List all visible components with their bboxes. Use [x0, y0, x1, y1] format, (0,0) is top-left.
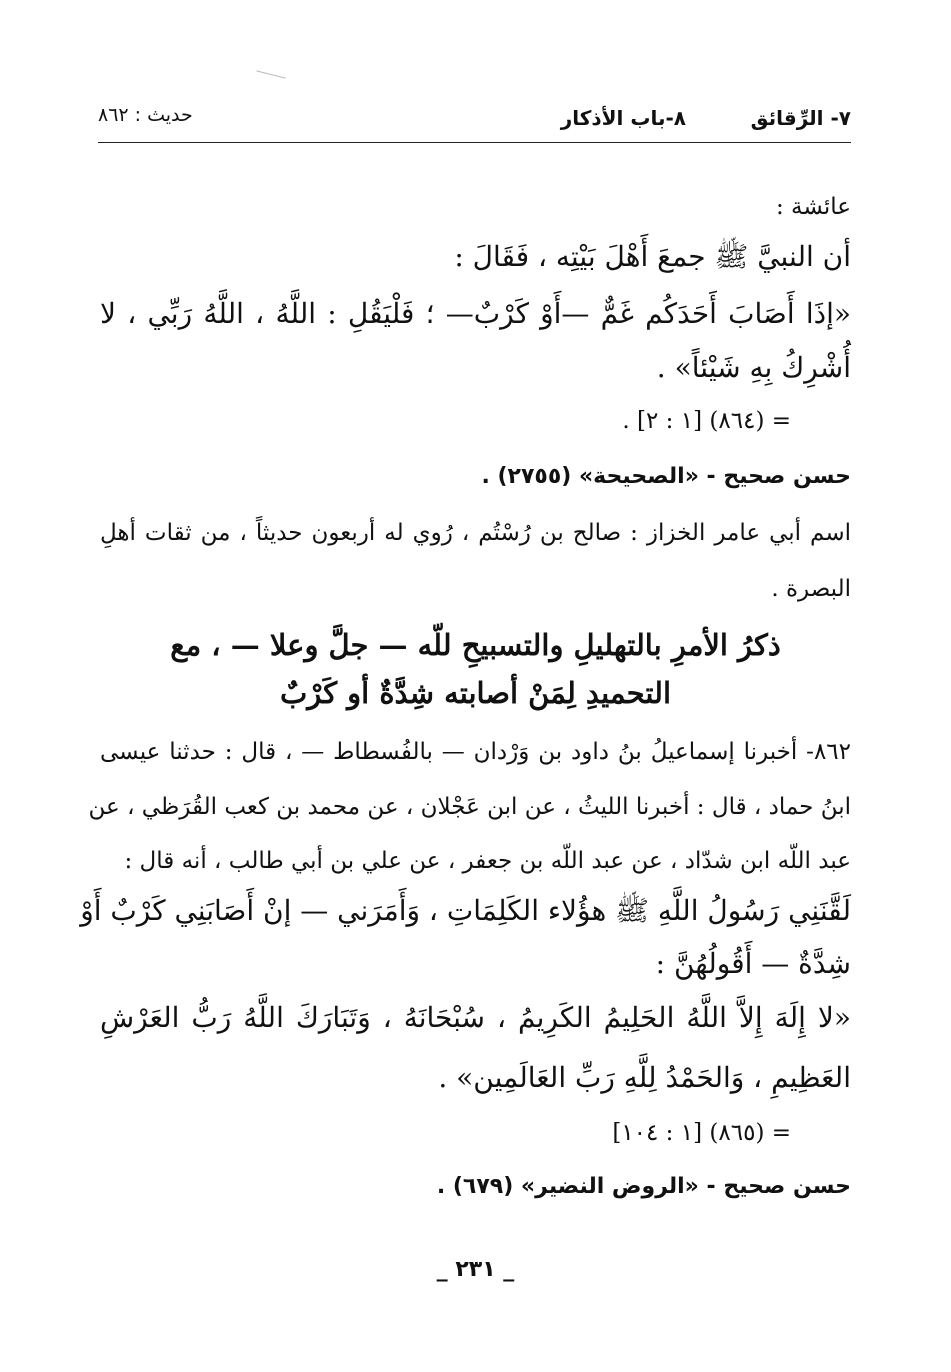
header-rule [98, 142, 851, 143]
text-line: عائشة : [775, 194, 851, 220]
text-line: العَظِيمِ ، وَالحَمْدُ لِلَّهِ رَبِّ العَالَمِين» . [438, 1061, 851, 1094]
section-title: ٨-باب الأذكار [560, 106, 686, 130]
text-line: «لا إِلَهَ إِلاَّ اللَّهُ الحَلِيمُ الكَرِيمُ ، سُبْحَانَهُ ، وَتَبَارَكَ اللَّهُ رَبُّ العَرْشِ [100, 1001, 851, 1034]
text-line: «إذَا أَصَابَ أَحَدَكُم غَمٌّ —أَوْ كَرْبٌ— ؛ فَلْيَقُلِ : اللَّهُ ، اللَّهُ رَبِّي ، لا [100, 297, 851, 330]
chapter-heading: ذكرُ الأمرِ بالتهليلِ والتسبيحِ للّه — جلَّ وعلا — ، مع [170, 628, 781, 662]
text-line: شِدَّةٌ — أَقُولُهُنَّ : [655, 947, 851, 980]
text-line: البصرة . [771, 576, 851, 602]
hadith-reference: حديث : ٨٦٢ [98, 104, 193, 126]
text-line: أُشْرِكُ بِهِ شَيْئاً» . [656, 351, 851, 384]
text-line: ٨٦٢- أخبرنا إسماعيلُ بنُ داود بن وَرْدان — بالفُسطاط — ، قال : حدثنا عيسى [100, 739, 851, 765]
grading-line: حسن صحيح - «الروض النضير» (٦٧٩) . [436, 1174, 851, 1199]
text-line: عبد اللّه ابن شدّاد ، عن عبد اللّه بن جعفر ، عن علي بن أبي طالب ، أنه قال : [124, 848, 851, 874]
chapter-title: ٧- الرِّقائق [750, 106, 851, 130]
chapter-heading: التحميدِ لِمَنْ أصابته شِدَّةٌ أو كَرْبٌ [279, 676, 672, 710]
text-line: ابنُ حماد ، قال : أخبرنا الليثُ ، عن ابن عَجْلان ، عن محمد بن كعب القُرَظي ، عن [88, 794, 851, 820]
scan-mark [256, 70, 285, 78]
cross-reference: = (٨٦٤) [١ : ٢] . [622, 408, 791, 434]
text-line: لَقَّنَنِي رَسُولُ اللَّهِ ﷺ هؤُلاء الكَلِمَاتِ ، وَأَمَرَني — إنْ أَصَابَنِي كَرْبٌ أَوْ [80, 894, 851, 927]
running-header [98, 100, 851, 136]
grading-line: حسن صحيح - «الصحيحة» (٢٧٥٥) . [481, 464, 851, 489]
text-line: أن النبيَّ ﷺ جمعَ أَهْلَ بَيْتِه ، فَقَالَ : [454, 240, 851, 273]
page-number: _ ٢٣١ _ [436, 1257, 515, 1282]
text-line: اسم أبي عامر الخزاز : صالح بن رُسْتُم ، رُوي له أربعون حديثاً ، من ثقات أهلِ [100, 520, 851, 546]
cross-reference: = (٨٦٥) [١ : ١٠٤] [612, 1120, 791, 1146]
